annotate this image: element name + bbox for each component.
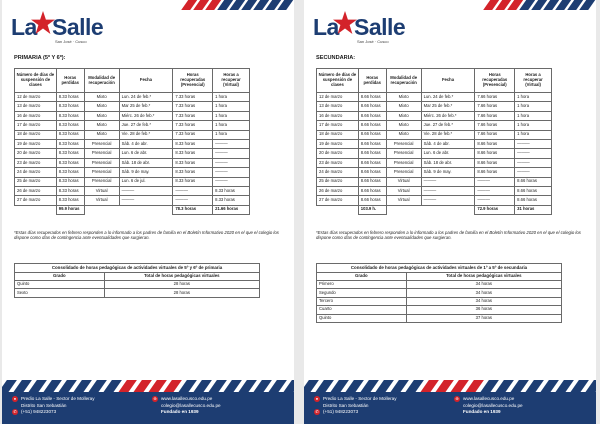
table-cell: 8.33 horas (213, 186, 250, 195)
table-cell: 7.33 horas (173, 121, 213, 130)
table-cell: 8.66 horas (475, 158, 515, 167)
summary-hours: 37 horas (406, 314, 561, 322)
logo-subtitle: San José · Cusco (357, 39, 389, 44)
school-logo (313, 10, 413, 46)
table-cell: 26 de marzo (317, 186, 359, 195)
phone-icon: ✆ (315, 408, 319, 414)
table-cell: Jue. 27 de feb.* (119, 121, 173, 130)
table-row (15, 139, 250, 148)
table-row (15, 168, 250, 177)
table-cell: 8.33 horas (56, 130, 84, 139)
summary-hours: 36 horas (406, 306, 561, 314)
summary-hours: 34 horas (406, 281, 561, 289)
table-cell: 25 de marzo (317, 177, 359, 186)
column-header: Horas recuperadas (Presencial) (173, 69, 213, 93)
table-cell: Presencial (84, 139, 119, 148)
table-cell: Presencial (386, 149, 421, 158)
table-cell: 1 hora (515, 93, 552, 102)
table-cell: 1 hora (515, 121, 552, 130)
footer-address: Predio La Salle - Sector de Molleray (323, 396, 397, 402)
summary-table (316, 263, 562, 323)
logo-subtitle: San José · Cusco (55, 39, 87, 44)
column-header: Modalidad de recuperación (84, 69, 119, 93)
table-cell: 23 de marzo (15, 158, 57, 167)
table-cell: 8.66 horas (358, 186, 386, 195)
table-cell: 7.33 horas (173, 93, 213, 102)
table-cell: ——— (173, 186, 213, 195)
table-cell: 8.66 horas (515, 186, 552, 195)
summary-col-total: Total de horas pedagógicas virtuales (104, 273, 259, 281)
table-cell: ——— (515, 149, 552, 158)
table-cell: 8.33 horas (173, 158, 213, 167)
summary-row (15, 281, 260, 289)
table-row (15, 130, 250, 139)
table-cell: 1 hora (213, 93, 250, 102)
column-header: Horas perdidas (358, 69, 386, 93)
page-footer (304, 380, 596, 424)
table-cell: 7.66 horas (475, 102, 515, 111)
table-row (317, 139, 552, 148)
table-cell: 8.66 horas (515, 196, 552, 205)
table-cell: 8.66 horas (475, 139, 515, 148)
table-cell: 18 de marzo (15, 130, 57, 139)
table-cell: 8.66 horas (358, 130, 386, 139)
summary-hours: 34 horas (406, 297, 561, 305)
table-cell: Presencial (386, 168, 421, 177)
table-cell: 27 de marzo (15, 196, 57, 205)
table-cell: 1 hora (213, 111, 250, 120)
table-cell: ——— (213, 158, 250, 167)
table-cell: 7.33 horas (173, 102, 213, 111)
column-header: Horas a recuperar (Virtual) (515, 69, 552, 93)
table-row (15, 93, 250, 102)
location-pin-icon: ● (315, 396, 319, 402)
summary-col-grade: Grado (15, 273, 105, 281)
table-row (15, 177, 250, 186)
table-cell: Mar 25 de feb.* (421, 102, 475, 111)
table-cell: 8.33 horas (56, 93, 84, 102)
total-recovered: 72.9 horas (475, 205, 515, 214)
table-cell: 23 de marzo (317, 158, 359, 167)
table-cell: ——— (515, 139, 552, 148)
summary-grade: Sexto (15, 289, 105, 297)
table-cell: ——— (475, 196, 515, 205)
table-cell: 8.66 horas (475, 168, 515, 177)
table-cell: 8.33 horas (173, 139, 213, 148)
table-row (317, 168, 552, 177)
total-to-recover: 31 horas (515, 205, 552, 214)
table-cell: 1 hora (515, 111, 552, 120)
column-header: Horas recuperadas (Presencial) (475, 69, 515, 93)
table-cell: Lun. 24 de feb.* (119, 93, 173, 102)
table-cell: Mixto (84, 93, 119, 102)
table-cell: ——— (421, 186, 475, 195)
table-cell: Sáb. 18 de abr. (119, 158, 173, 167)
summary-grade: Quinto (317, 314, 407, 322)
footer-district: Distrito San Sebastián (21, 402, 67, 408)
table-cell: ——— (119, 196, 173, 205)
total-to-recover: 21.66 horas (213, 205, 250, 214)
table-cell: ——— (515, 168, 552, 177)
table-cell: 7.33 horas (173, 111, 213, 120)
summary-hours: 34 horas (406, 289, 561, 297)
summary-body (317, 281, 562, 323)
page-footer (2, 380, 294, 424)
table-row (317, 177, 552, 186)
table-row (15, 102, 250, 111)
table-row (317, 111, 552, 120)
footer-district: Distrito San Sebastián (323, 402, 369, 408)
table-cell: 1 hora (515, 102, 552, 111)
table-cell: Jue. 27 de feb.* (421, 121, 475, 130)
footer-phone: (+51) 948223073 (21, 408, 57, 414)
recovery-hours-table (316, 68, 552, 215)
table-cell: 19 de marzo (15, 139, 57, 148)
table-cell: Presencial (84, 149, 119, 158)
summary-row (317, 314, 562, 322)
table-cell: 8.66 horas (358, 111, 386, 120)
table-total-row (15, 205, 250, 214)
total-recovered: 78.3 horas (173, 205, 213, 214)
table-cell: 8.33 horas (173, 149, 213, 158)
table-row (317, 130, 552, 139)
column-header: Fecha (119, 69, 173, 93)
table-row (15, 111, 250, 120)
table-cell: Presencial (84, 168, 119, 177)
column-header: Fecha (421, 69, 475, 93)
table-cell: 7.66 horas (475, 93, 515, 102)
summary-row (317, 281, 562, 289)
table-cell: Mixto (84, 121, 119, 130)
phone-icon: ✆ (13, 408, 17, 414)
table-cell: 8.66 horas (358, 168, 386, 177)
table-cell: Virtual (84, 196, 119, 205)
footnote: *Estas días recuperados en febrero responden a lo informado a los padres de familia en el Boletín Informativo 2020 en el que el colegio los dispone como días de contingencia ante eventualidades que surgieran. (14, 230, 279, 241)
table-cell: 8.33 horas (213, 196, 250, 205)
table-cell: Lun. 6 de abr. (119, 149, 173, 158)
footer-email-link[interactable]: colegio@lasallecusco.edu.pe (463, 402, 523, 408)
table-cell: Mixto (386, 130, 421, 139)
table-cell: 8.66 horas (515, 177, 552, 186)
table-cell: 8.33 horas (56, 177, 84, 186)
table-cell: Lun. 6 de abr. (421, 149, 475, 158)
table-cell: 8.33 horas (56, 139, 84, 148)
table-row (15, 149, 250, 158)
table-cell: 7.66 horas (475, 111, 515, 120)
footer-founded: Fundado en 1939 (463, 408, 501, 414)
table-cell: ——— (213, 177, 250, 186)
summary-grade: Tercero (317, 297, 407, 305)
section-title: PRIMARIA (5º Y 6º): (14, 55, 66, 61)
table-cell: Sáb. 9 de may. (421, 168, 475, 177)
table-cell: 8.33 horas (56, 196, 84, 205)
total-hours-lost: 99.9 horas (56, 205, 84, 214)
footer-web-link[interactable]: www.lasallecusco.edu.pe (463, 396, 515, 402)
table-body (15, 93, 250, 206)
table-cell: Mixto (84, 111, 119, 120)
summary-hours: 28 horas (104, 281, 259, 289)
table-cell: 8.33 horas (56, 186, 84, 195)
table-row (317, 102, 552, 111)
table-cell: 8.33 horas (56, 149, 84, 158)
table-cell: 7.66 horas (475, 121, 515, 130)
table-row (15, 186, 250, 195)
table-cell: 25 de marzo (15, 177, 57, 186)
table-cell: Mixto (386, 111, 421, 120)
school-logo (11, 10, 111, 46)
table-cell: 16 de marzo (317, 111, 359, 120)
column-header: Número de días de suspensión de clases (15, 69, 57, 93)
table-cell: 7.33 horas (173, 130, 213, 139)
table-cell: ——— (213, 149, 250, 158)
column-header: Modalidad de recuperación (386, 69, 421, 93)
footer-web-link[interactable]: www.lasallecusco.edu.pe (161, 396, 213, 402)
table-row (317, 149, 552, 158)
table-cell: 8.33 horas (56, 102, 84, 111)
table-cell: Presencial (84, 177, 119, 186)
table-cell: Mixto (84, 102, 119, 111)
table-cell: 7.66 horas (475, 130, 515, 139)
summary-grade: Quinto (15, 281, 105, 289)
table-cell: 8.33 horas (56, 158, 84, 167)
table-cell: 1 hora (213, 102, 250, 111)
table-cell: 8.33 horas (173, 177, 213, 186)
summary-row (317, 306, 562, 314)
column-header: Horas perdidas (56, 69, 84, 93)
table-cell: Vie. 28 de feb.* (119, 130, 173, 139)
logo-la-text: La (313, 14, 339, 40)
table-cell: Miérc. 26 de feb.* (119, 111, 173, 120)
table-total-row (317, 205, 552, 214)
table-cell: 8.66 horas (358, 139, 386, 148)
footer-stripes (2, 380, 294, 392)
logo-salle-text: Salle (52, 14, 104, 40)
summary-table (14, 263, 260, 298)
footer-phone: (+51) 948223073 (323, 408, 359, 414)
header-stripes (176, 0, 294, 10)
table-cell: 24 de marzo (15, 168, 57, 177)
table-cell: Lun. 24 de feb.* (421, 93, 475, 102)
table-cell: Virtual (386, 177, 421, 186)
footer-email-link[interactable]: colegio@lasallecusco.edu.pe (161, 402, 221, 408)
document-page-secundaria (304, 0, 596, 424)
table-cell: 13 de marzo (15, 102, 57, 111)
table-cell: 8.66 horas (358, 177, 386, 186)
table-cell: 1 hora (213, 121, 250, 130)
table-header-row (15, 69, 250, 93)
table-cell: 16 de marzo (15, 111, 57, 120)
summary-grade: Cuarto (317, 306, 407, 314)
table-cell: Mixto (84, 130, 119, 139)
table-cell: Virtual (386, 196, 421, 205)
summary-row (317, 297, 562, 305)
table-cell: 1 hora (213, 130, 250, 139)
column-header: Número de días de suspensión de clases (317, 69, 359, 93)
table-row (317, 93, 552, 102)
table-cell: 8.66 horas (358, 149, 386, 158)
table-cell: ——— (421, 177, 475, 186)
summary-row (15, 289, 260, 297)
table-cell: Sáb. 4 de abr. (119, 139, 173, 148)
table-row (15, 196, 250, 205)
table-body (317, 93, 552, 206)
table-cell: Presencial (84, 158, 119, 167)
table-cell: ——— (213, 139, 250, 148)
location-pin-icon: ● (13, 396, 17, 402)
table-row (317, 186, 552, 195)
summary-title: Consolidado de horas pedagógicas de actividades virtuales de 5º y 6º de primaria (15, 264, 260, 273)
logo-salle-text: Salle (354, 14, 406, 40)
web-icon: ⊕ (153, 396, 157, 402)
table-cell: 8.66 horas (358, 121, 386, 130)
table-cell: ——— (515, 158, 552, 167)
table-cell: Virtual (386, 186, 421, 195)
table-cell: 19 de marzo (317, 139, 359, 148)
summary-title: Consolidado de horas pedagógicas de actividades virtuales de 1º a 5º de secundaria (317, 264, 562, 273)
summary-col-total: Total de horas pedagógicas virtuales (406, 273, 561, 281)
table-cell: 20 de marzo (317, 149, 359, 158)
table-cell: 20 de marzo (15, 149, 57, 158)
table-cell: Sáb. 9 de may. (119, 168, 173, 177)
table-cell: 8.66 horas (358, 102, 386, 111)
table-cell: 18 de marzo (317, 130, 359, 139)
table-cell: 24 de marzo (317, 168, 359, 177)
table-cell: 8.33 horas (173, 168, 213, 177)
summary-col-grade: Grado (317, 273, 407, 281)
summary-hours: 28 horas (104, 289, 259, 297)
table-cell: ——— (421, 196, 475, 205)
table-cell: ——— (475, 186, 515, 195)
table-cell: Mixto (386, 93, 421, 102)
document-page-primaria (2, 0, 294, 424)
summary-grade: Segundo (317, 289, 407, 297)
table-cell: 8.33 horas (56, 168, 84, 177)
table-cell: Virtual (84, 186, 119, 195)
footer-stripes (304, 380, 596, 392)
table-cell: 13 de marzo (317, 102, 359, 111)
total-hours-lost: 103.9 h. (358, 205, 386, 214)
table-cell: 8.66 horas (358, 158, 386, 167)
table-cell: 8.33 horas (56, 111, 84, 120)
table-cell: 8.33 horas (56, 121, 84, 130)
header-stripes (478, 0, 596, 10)
table-cell: 27 de marzo (317, 196, 359, 205)
column-header: Horas a recuperar (Virtual) (213, 69, 250, 93)
table-cell: 8.66 horas (358, 93, 386, 102)
table-cell: 17 de marzo (317, 121, 359, 130)
table-row (15, 158, 250, 167)
table-cell: Presencial (386, 139, 421, 148)
table-cell: 8.66 horas (358, 196, 386, 205)
table-cell: 12 de marzo (317, 93, 359, 102)
table-cell: 1 hora (515, 130, 552, 139)
table-row (317, 196, 552, 205)
summary-row (317, 289, 562, 297)
table-cell: 26 de marzo (15, 186, 57, 195)
table-cell: ——— (213, 168, 250, 177)
footer-founded: Fundado en 1939 (161, 408, 199, 414)
footer-address: Predio La Salle - Sector de Molleray (21, 396, 95, 402)
table-cell: Mixto (386, 121, 421, 130)
table-row (15, 121, 250, 130)
table-cell: Presencial (386, 158, 421, 167)
table-cell: Mar 25 de feb.* (119, 102, 173, 111)
table-cell: 12 de marzo (15, 93, 57, 102)
table-cell: Lun. 6 de jul. (119, 177, 173, 186)
table-cell: ——— (173, 196, 213, 205)
table-cell: Miérc. 26 de feb.* (421, 111, 475, 120)
table-cell: 17 de marzo (15, 121, 57, 130)
summary-body (15, 281, 260, 298)
table-cell: Mixto (386, 102, 421, 111)
table-header-row (317, 69, 552, 93)
footnote: *Estas días recuperados en febrero responden a lo informado a los padres de familia en el Boletín Informativo 2020 en el que el colegio los dispone como días de contingencia ante eventualidades que surgieran. (316, 230, 581, 241)
summary-grade: Primero (317, 281, 407, 289)
table-cell: ——— (475, 177, 515, 186)
recovery-hours-table (14, 68, 250, 215)
table-row (317, 158, 552, 167)
table-cell: Sáb. 4 de abr. (421, 139, 475, 148)
table-cell: ——— (119, 186, 173, 195)
logo-la-text: La (11, 14, 37, 40)
table-cell: Sáb. 18 de abr. (421, 158, 475, 167)
table-cell: Vie. 28 de feb.* (421, 130, 475, 139)
section-title: SECUNDARIA: (316, 55, 356, 61)
table-row (317, 121, 552, 130)
web-icon: ⊕ (455, 396, 459, 402)
table-cell: 8.66 horas (475, 149, 515, 158)
